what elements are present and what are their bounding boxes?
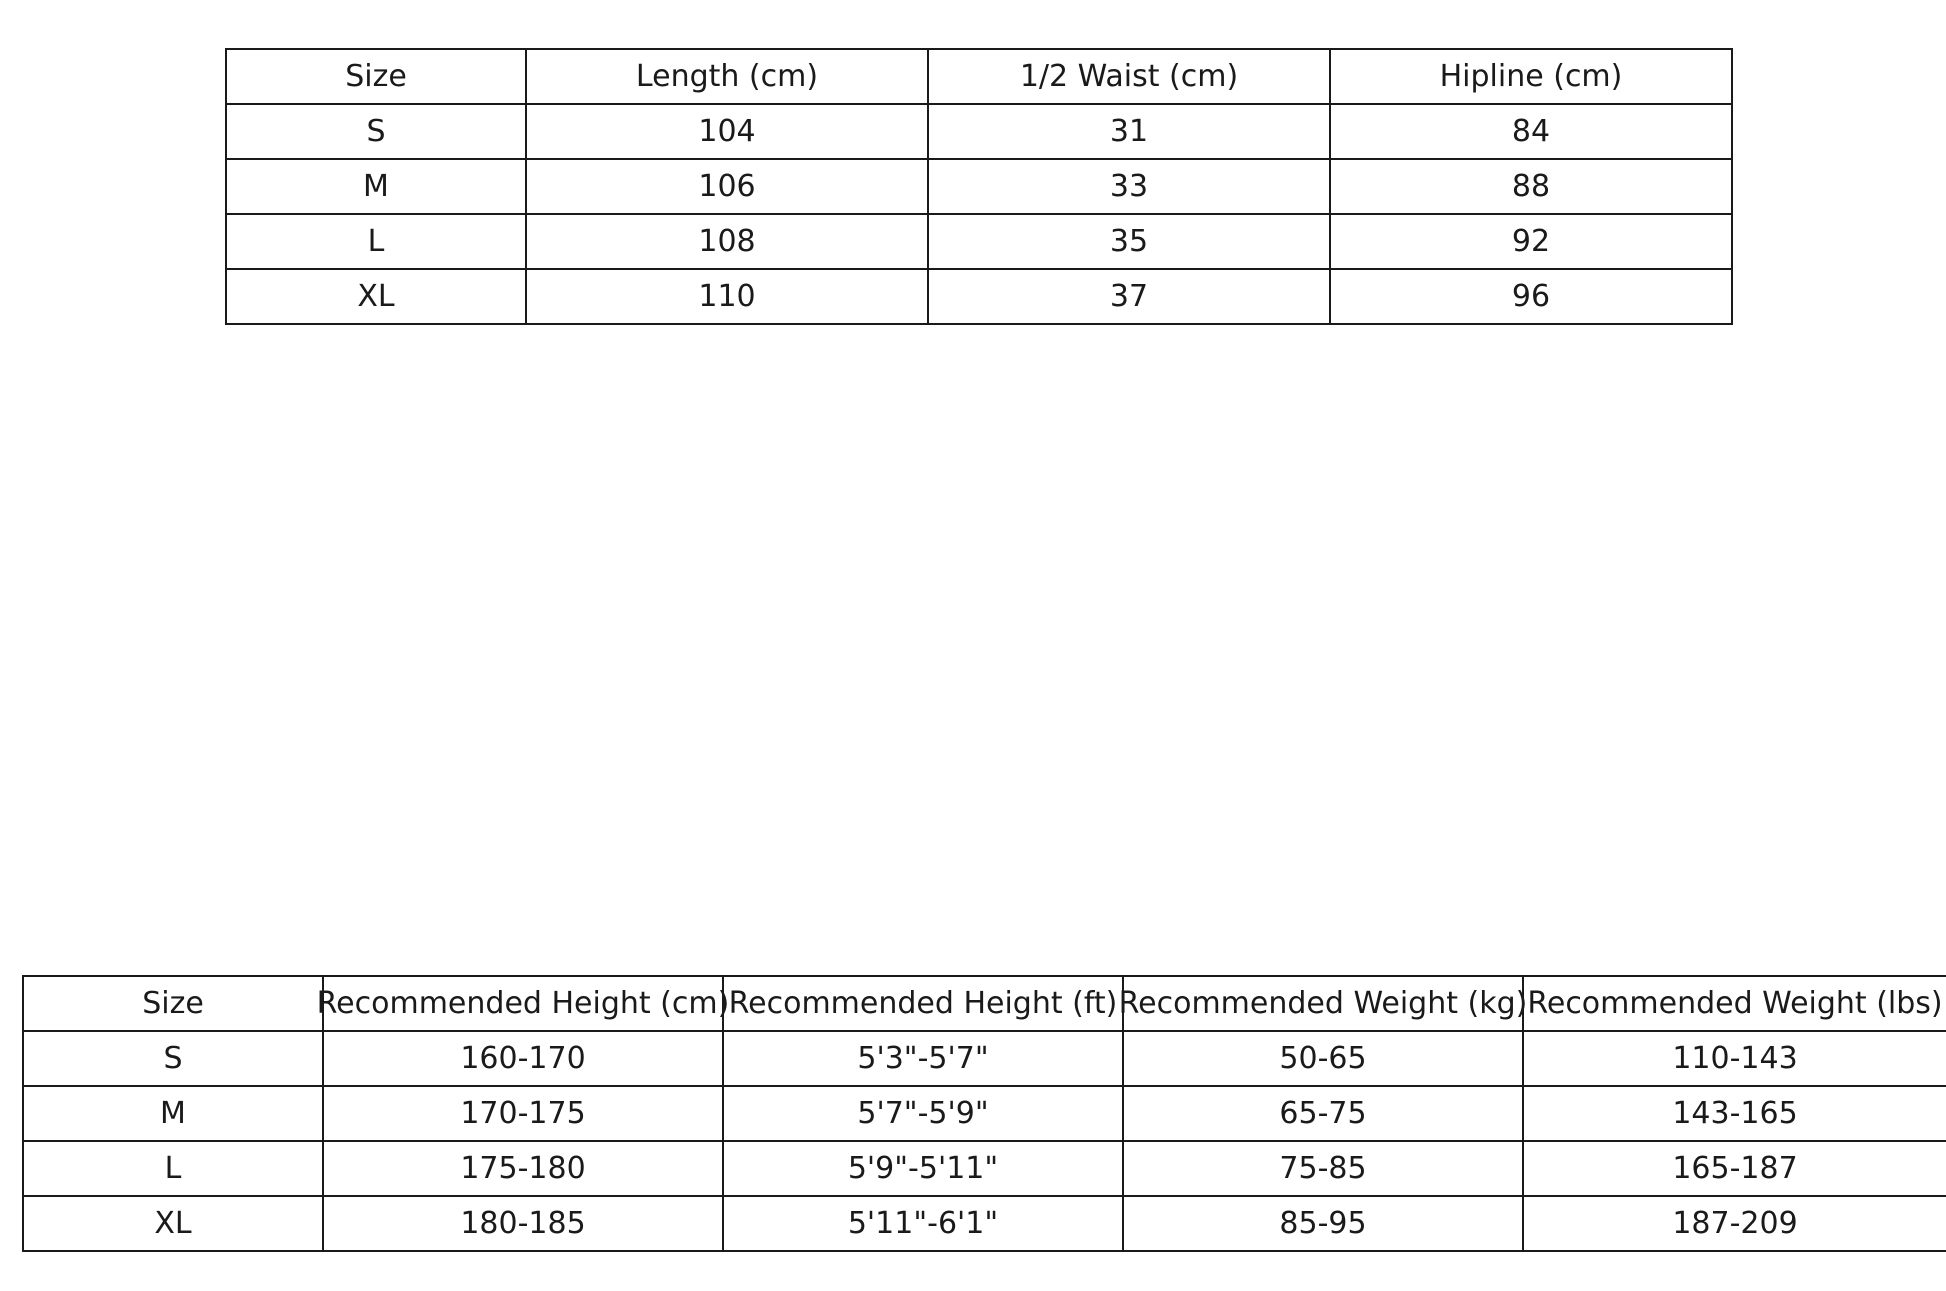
cell-weight-kg: 65-75: [1123, 1086, 1523, 1141]
cell-hipline: 96: [1330, 269, 1732, 324]
table-row: [226, 104, 1732, 159]
cell-weight-lbs: 165-187: [1523, 1141, 1946, 1196]
cell-size: M: [226, 159, 526, 214]
column-header-half-waist: 1/2 Waist (cm): [928, 49, 1330, 104]
column-header-hipline: Hipline (cm): [1330, 49, 1732, 104]
column-header-size-label: Size: [142, 986, 204, 1021]
table-row: [226, 159, 1732, 214]
cell-length: 110: [526, 269, 928, 324]
cell-half-waist: 37: [928, 269, 1330, 324]
column-header-height-cm-label: Recommended Height (cm): [316, 986, 730, 1021]
cell-size: M: [23, 1086, 323, 1141]
cell-height-cm: 160-170: [323, 1031, 723, 1086]
table-row: [226, 269, 1732, 324]
column-header-size: Size: [226, 49, 526, 104]
cell-hipline: 88: [1330, 159, 1732, 214]
cell-height-cm: 180-185: [323, 1196, 723, 1251]
cell-length: 106: [526, 159, 928, 214]
cell-weight-lbs: 143-165: [1523, 1086, 1946, 1141]
column-header-weight-kg-label: Recommended Weight (kg): [1118, 986, 1528, 1021]
cell-height-ft: 5'9"-5'11": [723, 1141, 1123, 1196]
cell-length: 108: [526, 214, 928, 269]
cell-length: 104: [526, 104, 928, 159]
column-header-size: [23, 976, 323, 1031]
table-row: [226, 214, 1732, 269]
table-row: [23, 1141, 1946, 1196]
cell-weight-lbs: 110-143: [1523, 1031, 1946, 1086]
cell-height-cm: 170-175: [323, 1086, 723, 1141]
table-row: [23, 1196, 1946, 1251]
cell-half-waist: 35: [928, 214, 1330, 269]
cell-size: XL: [226, 269, 526, 324]
cell-size: L: [23, 1141, 323, 1196]
cell-hipline: 84: [1330, 104, 1732, 159]
column-header-height-ft-label: Recommended Height (ft): [728, 986, 1118, 1021]
cell-height-ft: 5'7"-5'9": [723, 1086, 1123, 1141]
table-header-row: [23, 976, 1946, 1031]
cell-height-ft: 5'3"-5'7": [723, 1031, 1123, 1086]
cell-size: XL: [23, 1196, 323, 1251]
table-row: [23, 1031, 1946, 1086]
recommendation-table: [22, 975, 1946, 1252]
column-header-weight-lbs-label: Recommended Weight (lbs): [1527, 986, 1943, 1021]
cell-weight-kg: 50-65: [1123, 1031, 1523, 1086]
column-header-weight-kg: [1118, 976, 1528, 1031]
measurements-table: [225, 48, 1733, 325]
cell-size: S: [226, 104, 526, 159]
cell-size: L: [226, 214, 526, 269]
table-header-row: [226, 49, 1732, 104]
column-header-length: Length (cm): [526, 49, 928, 104]
column-header-height-ft: [723, 976, 1123, 1031]
cell-height-ft: 5'11"-6'1": [723, 1196, 1123, 1251]
cell-half-waist: 33: [928, 159, 1330, 214]
cell-weight-kg: 75-85: [1123, 1141, 1523, 1196]
cell-height-cm: 175-180: [323, 1141, 723, 1196]
cell-hipline: 92: [1330, 214, 1732, 269]
cell-weight-lbs: 187-209: [1523, 1196, 1946, 1251]
column-header-height-cm: [316, 976, 730, 1031]
cell-size: S: [23, 1031, 323, 1086]
cell-half-waist: 31: [928, 104, 1330, 159]
column-header-weight-lbs: [1523, 976, 1946, 1031]
cell-weight-kg: 85-95: [1123, 1196, 1523, 1251]
table-row: [23, 1086, 1946, 1141]
